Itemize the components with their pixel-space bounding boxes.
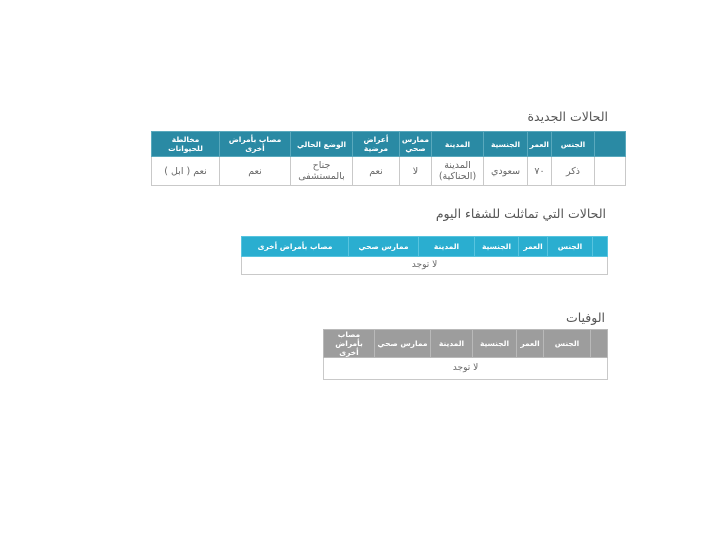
cell-symptoms: نعم — [353, 157, 400, 186]
header-city: المدينة — [419, 237, 475, 257]
header-gender: الجنس — [552, 132, 595, 157]
header-health-worker: ممارس صحي — [375, 330, 431, 358]
row-marker-cell — [595, 157, 626, 186]
new-cases-title: الحالات الجديدة — [527, 109, 608, 124]
header-age: العمر — [519, 237, 548, 257]
recovered-table — [241, 236, 608, 275]
new-cases-table — [151, 131, 626, 186]
row-marker-header — [593, 237, 608, 257]
empty-message: لا توجد — [242, 257, 608, 275]
cell-other-diseases: نعم — [220, 157, 291, 186]
cell-nationality: سعودي — [484, 157, 528, 186]
cell-current-status: جناح بالمستشفى — [291, 157, 353, 186]
header-other-diseases: مصاب بأمراض أخرى — [324, 330, 375, 358]
table-header-row — [242, 237, 608, 257]
header-age: العمر — [528, 132, 552, 157]
header-age: العمر — [517, 330, 544, 358]
row-marker-header — [595, 132, 626, 157]
header-city: المدينة — [432, 132, 484, 157]
deaths-title: الوفيات — [565, 310, 605, 325]
header-other-diseases: مصاب بأمراض أخرى — [220, 132, 291, 157]
header-symptoms: أعراض مرضية — [353, 132, 400, 157]
header-nationality: الجنسية — [484, 132, 528, 157]
header-animal-contact: مخالطة للحيوانات — [152, 132, 220, 157]
table-header-row — [324, 330, 608, 358]
header-health-worker: ممارس صحي — [400, 132, 432, 157]
cell-gender: ذكر — [552, 157, 595, 186]
table-row — [324, 358, 608, 380]
header-gender: الجنس — [544, 330, 591, 358]
recovered-title: الحالات التي تماثلت للشفاء اليوم — [435, 206, 606, 221]
header-other-diseases: مصاب بأمراض أخرى — [242, 237, 349, 257]
row-marker-header — [591, 330, 608, 358]
header-nationality: الجنسية — [473, 330, 517, 358]
cell-city: المدينة (الحناكية) — [432, 157, 484, 186]
header-gender: الجنس — [548, 237, 593, 257]
empty-message: لا توجد — [324, 358, 608, 380]
header-nationality: الجنسية — [475, 237, 519, 257]
deaths-table — [323, 329, 608, 380]
cell-animal-contact: نعم ( ابل ) — [152, 157, 220, 186]
table-header-row — [152, 132, 626, 157]
cell-age: ٧٠ — [528, 157, 552, 186]
table-row — [152, 157, 626, 186]
cell-health-worker: لا — [400, 157, 432, 186]
header-current-status: الوضع الحالي — [291, 132, 353, 157]
header-health-worker: ممارس صحي — [349, 237, 419, 257]
table-row — [242, 257, 608, 275]
header-city: المدينة — [431, 330, 473, 358]
